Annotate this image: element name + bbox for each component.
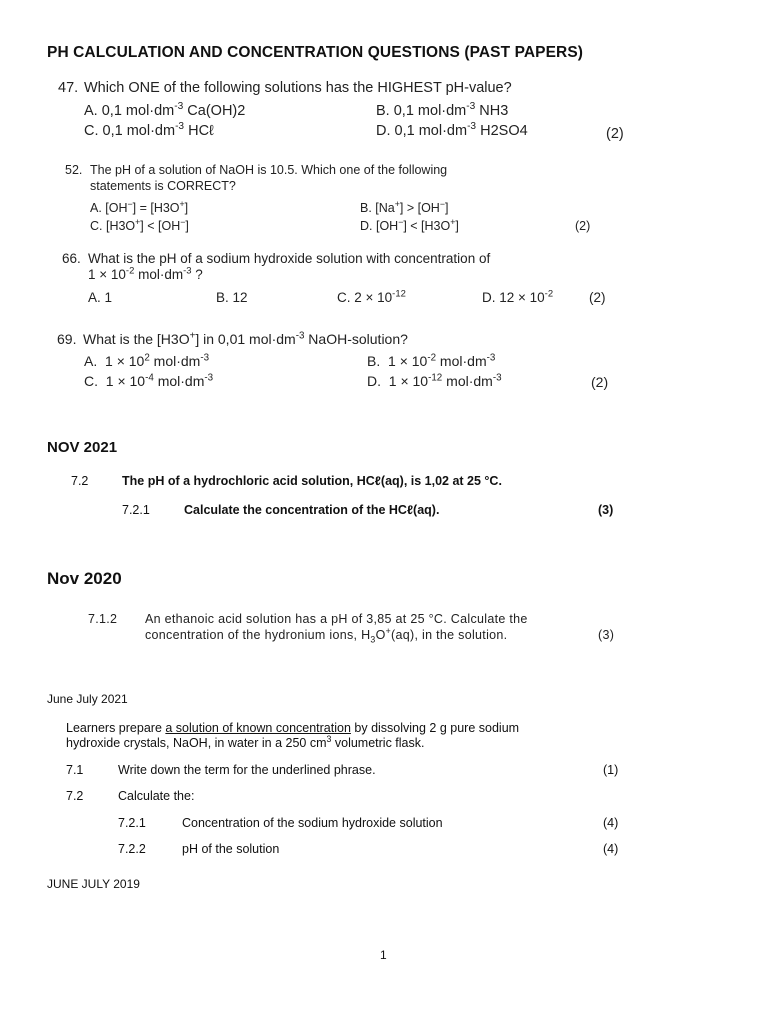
- option-text: D. 12 × 10: [482, 290, 545, 305]
- option-text: 0,1 mol·dm: [101, 103, 175, 119]
- text: concentration of the hydronium ions, H: [145, 628, 371, 642]
- option-d: D. [OH−] < [H3O+]: [360, 216, 459, 233]
- superscript: -2: [544, 288, 554, 300]
- option-c: C. [H3O+] < [OH−]: [90, 216, 189, 233]
- text: volumetric flask.: [331, 736, 425, 750]
- marks: (4): [603, 842, 619, 856]
- marks: (2): [591, 374, 609, 390]
- question-text: The pH of a hydrochloric acid solution, HCℓ(aq), is 1,02 at 25 °C.: [122, 474, 502, 488]
- question-number: 47.: [58, 80, 79, 96]
- marks: (3): [598, 628, 615, 642]
- option-a: A. [OH−] = [H3O+]: [90, 198, 189, 215]
- option-label: A.: [90, 201, 102, 215]
- question-text: What is the [H3O+] in 0,01 $mol\cdot dm^{-3}$ NaOH-solution?: [83, 330, 408, 347]
- intro-text: [66, 733, 425, 750]
- sub-question-number: 7.2.2: [118, 842, 146, 856]
- option-d: D. $1 \times 10^{-12}$ $mol\cdot dm^{-3}$: [367, 372, 502, 389]
- section-heading-nov-2020: Nov 2020: [47, 569, 122, 588]
- section-heading-nov-2021: NOV 2021: [47, 439, 118, 456]
- question-text: The pH of a solution of NaOH is 10.5. Which one of the following: [90, 163, 448, 177]
- option-c: [84, 123, 214, 139]
- question-number: 7.1.2: [88, 612, 118, 626]
- text: 1 × 10: [88, 267, 126, 282]
- option-a: A. $1 \times 10^2$ $mol\cdot dm^{-3}$: [84, 352, 210, 369]
- subscript: 3: [370, 634, 376, 645]
- option-text: NH3: [475, 103, 509, 119]
- marks: (1): [603, 763, 619, 777]
- section-heading-june-july-2019: JUNE JULY 2019: [47, 877, 140, 891]
- marks: (2): [575, 219, 591, 233]
- option-b: B. 12: [216, 290, 248, 305]
- text: ?: [191, 267, 203, 282]
- question-text: Calculate the:: [118, 789, 195, 803]
- question-number: 7.1: [66, 763, 84, 777]
- option-label: D.: [376, 123, 391, 139]
- question-number: 66.: [62, 251, 81, 266]
- option-text: C. 2 × 10: [337, 290, 393, 305]
- text: (aq), in the solution.: [391, 628, 508, 642]
- marks: (3): [598, 503, 614, 517]
- sub-question-number: 7.2.1: [122, 503, 150, 517]
- option-b: B. [Na+] > [OH−]: [360, 198, 449, 215]
- superscript: -3: [183, 265, 192, 277]
- question-number: 7.2: [66, 789, 84, 803]
- question-text: statements is CORRECT?: [90, 179, 236, 193]
- question-text: [145, 625, 508, 645]
- sub-question-text: pH of the solution: [182, 842, 280, 856]
- option-a: [84, 103, 245, 119]
- question-text: [88, 267, 203, 282]
- text: mol·dm: [134, 267, 184, 282]
- option-label: C.: [84, 373, 98, 389]
- superscript: -3: [466, 101, 476, 113]
- sub-question-text: Concentration of the sodium hydroxide solution: [182, 816, 443, 830]
- text: by dissolving 2 g pure sodium: [350, 721, 520, 735]
- superscript: -2: [125, 265, 135, 277]
- option-label: A.: [84, 353, 98, 369]
- page-number: 1: [380, 948, 387, 962]
- option-label: C.: [90, 219, 103, 233]
- option-text: Ca(OH)2: [183, 103, 246, 119]
- option-d: [376, 123, 528, 139]
- text: hydroxide crystals, NaOH, in water in a 250 cm: [66, 736, 327, 750]
- superscript: 3: [326, 733, 332, 744]
- option-label: B.: [376, 103, 390, 119]
- superscript: -3: [467, 121, 477, 133]
- sub-question-number: 7.2.1: [118, 816, 146, 830]
- option-text: 0,1 mol·dm: [102, 123, 176, 139]
- superscript: -12: [392, 288, 406, 300]
- option-text: 0,1 mol·dm: [394, 123, 468, 139]
- text: Learners prepare: [66, 721, 166, 735]
- question-text: Write down the term for the underlined phrase.: [118, 763, 376, 777]
- option-d: [482, 290, 553, 305]
- question-number: 7.2: [71, 474, 89, 488]
- option-label: B.: [367, 353, 381, 369]
- superscript: -3: [174, 101, 184, 113]
- option-c: C. $1 \times 10^{-4}$ $mol\cdot dm^{-3}$: [84, 372, 214, 389]
- sub-question-text: Calculate the concentration of the HCℓ(aq).: [184, 503, 440, 517]
- underlined-phrase: a solution of known concentration: [165, 721, 351, 735]
- option-b: B. $1 \times 10^{-2}$ $mol\cdot dm^{-3}$: [367, 352, 496, 369]
- page-title: PH CALCULATION AND CONCENTRATION QUESTIONS (PAST PAPERS): [47, 44, 584, 61]
- option-label: B.: [360, 201, 372, 215]
- marks: (2): [606, 126, 624, 142]
- option-b: [376, 103, 508, 119]
- option-a: A. 1: [88, 290, 113, 305]
- option-c: [337, 290, 406, 305]
- superscript: +: [385, 625, 392, 636]
- option-label: D.: [360, 219, 373, 233]
- option-text: 0,1 mol·dm: [393, 103, 467, 119]
- intro-text: [66, 721, 519, 735]
- question-number: 52.: [65, 163, 83, 177]
- question-number: 69.: [57, 331, 77, 347]
- option-text: H2SO4: [476, 123, 528, 139]
- marks: (4): [603, 816, 619, 830]
- question-text: An ethanoic acid solution has a pH of 3,85 at 25 °C. Calculate the: [145, 612, 528, 626]
- option-label: D.: [367, 373, 381, 389]
- section-heading-june-july-2021: June July 2021: [47, 692, 128, 706]
- marks: (2): [589, 290, 606, 305]
- option-label: C.: [84, 123, 99, 139]
- option-label: A.: [84, 103, 98, 119]
- question-text: Which ONE of the following solutions has the HIGHEST pH-value?: [84, 80, 512, 96]
- question-text: What is the pH of a sodium hydroxide solution with concentration of: [88, 251, 491, 266]
- text: O: [375, 628, 386, 642]
- superscript: -3: [175, 121, 185, 133]
- option-text: HCℓ: [184, 123, 214, 139]
